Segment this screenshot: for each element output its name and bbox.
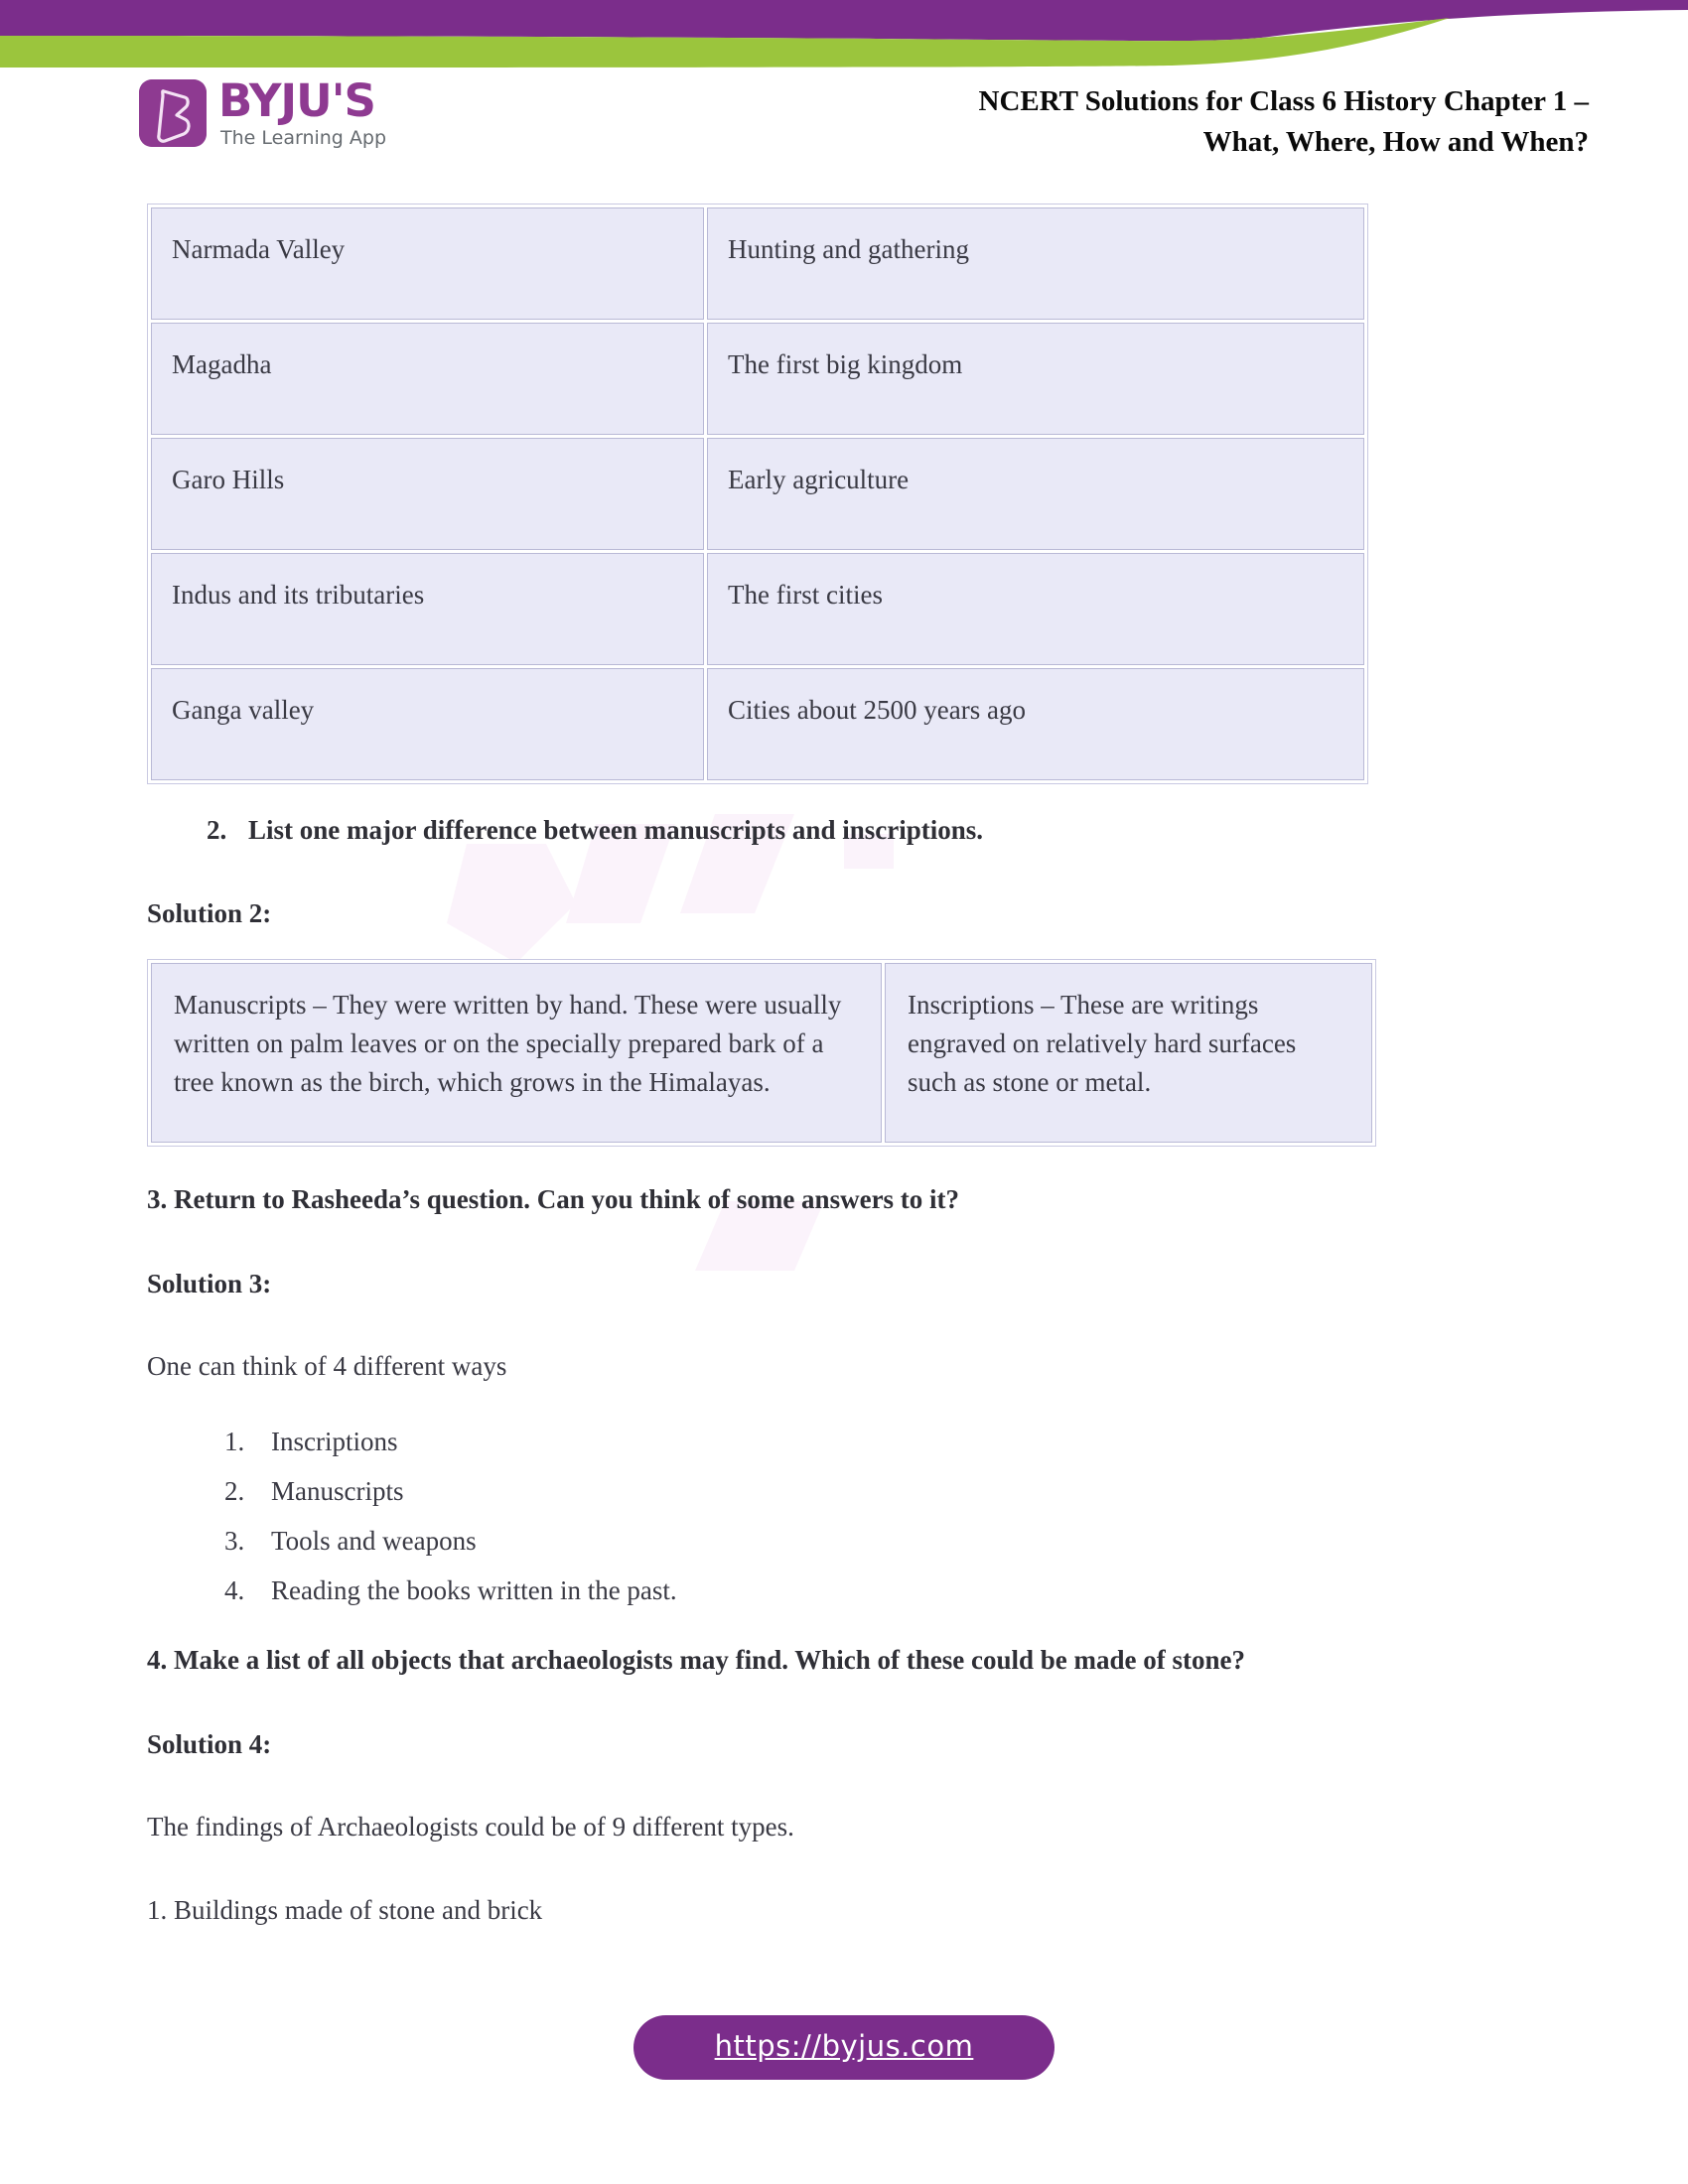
match-description-cell: Cities about 2500 years ago — [707, 668, 1364, 780]
inscriptions-cell: Inscriptions – These are writings engraved on relatively hard surfaces such as stone or metal. — [885, 963, 1372, 1143]
matching-table — [147, 204, 1368, 784]
table-row — [151, 553, 1364, 665]
footer — [0, 2015, 1688, 2080]
list-item: 4. Reading the books written in the past. — [251, 1566, 1557, 1615]
document-title-line2: What, Where, How and When? — [1202, 126, 1589, 158]
document-title — [774, 81, 1589, 163]
list-item: 3. Tools and weapons — [251, 1516, 1557, 1566]
table-row — [151, 963, 1372, 1143]
match-place-cell: Ganga valley — [151, 668, 704, 780]
question-2 — [147, 812, 1557, 848]
question-4: 4. Make a list of all objects that archaeologists may find. Which of these could be made of stone? — [147, 1645, 1245, 1675]
match-description-cell: Early agriculture — [707, 438, 1364, 550]
content-body — [147, 204, 1557, 1929]
byjus-logo-tagline: The Learning App — [220, 127, 387, 149]
document-title-line1: NCERT Solutions for Class 6 History Chapter 1 – — [978, 85, 1589, 117]
byjus-logo — [139, 74, 437, 157]
difference-table — [147, 959, 1376, 1147]
table-row — [151, 323, 1364, 435]
solution-3-answer-list — [147, 1417, 1557, 1615]
solution-3-intro: One can think of 4 different ways — [147, 1351, 507, 1381]
solution-4-heading: Solution 4: — [147, 1729, 272, 1759]
match-place-cell: Indus and its tributaries — [151, 553, 704, 665]
byjus-logo-wordmark: BYJU'S — [218, 74, 375, 127]
byjus-logo-mark-icon — [139, 79, 207, 147]
table-row — [151, 207, 1364, 320]
list-item: 1. Inscriptions — [251, 1417, 1557, 1466]
solution-2-heading: Solution 2: — [147, 898, 272, 928]
question-2-number: 2. — [207, 815, 227, 845]
match-place-cell: Garo Hills — [151, 438, 704, 550]
table-row — [151, 668, 1364, 780]
byjus-website-link[interactable]: https://byjus.com — [633, 2015, 1055, 2080]
match-place-cell: Magadha — [151, 323, 704, 435]
match-description-cell: Hunting and gathering — [707, 207, 1364, 320]
match-place-cell: Narmada Valley — [151, 207, 704, 320]
masthead — [0, 69, 1688, 159]
manuscripts-cell: Manuscripts – They were written by hand. These were usually written on palm leaves or on the specially prepared bark of a tree known as the birch, which grows in the Himalayas. — [151, 963, 882, 1143]
solution-3-heading: Solution 3: — [147, 1269, 272, 1298]
table-row — [151, 438, 1364, 550]
question-2-text: List one major difference between manuscripts and inscriptions. — [248, 815, 983, 845]
match-description-cell: The first cities — [707, 553, 1364, 665]
solution-4-intro: The findings of Archaeologists could be of 9 different types. — [147, 1812, 794, 1842]
question-3: 3. Return to Rasheeda’s question. Can you think of some answers to it? — [147, 1184, 960, 1214]
list-item: 2. Manuscripts — [251, 1466, 1557, 1516]
match-description-cell: The first big kingdom — [707, 323, 1364, 435]
solution-4-item-1: 1. Buildings made of stone and brick — [147, 1895, 543, 1925]
